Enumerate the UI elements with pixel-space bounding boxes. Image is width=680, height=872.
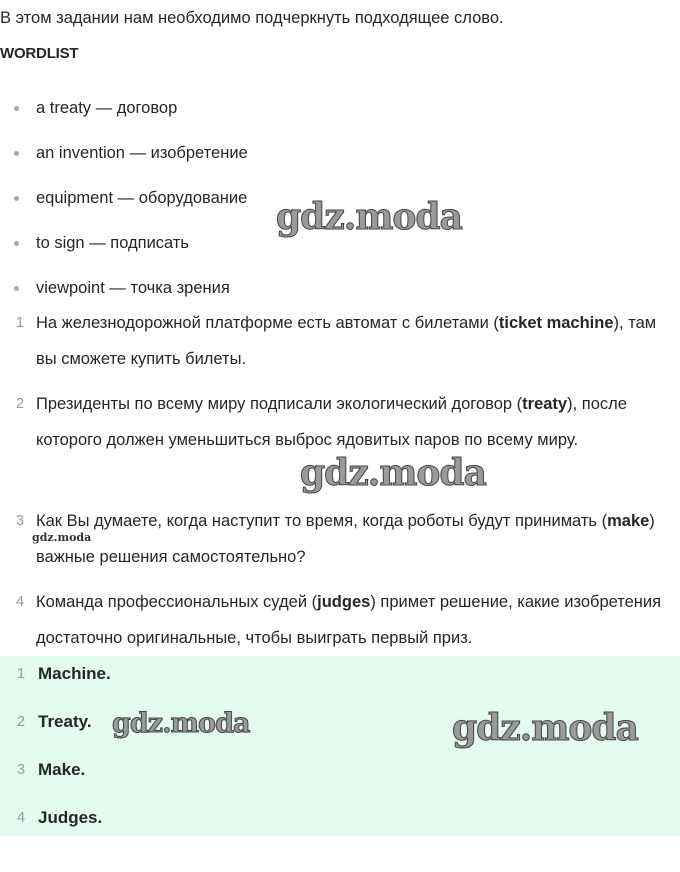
answer-word: treaty	[522, 395, 568, 413]
answer-word: ticket machine	[498, 314, 614, 332]
sentence-text: На железнодорожной платформе есть автомат с билетами (	[36, 314, 499, 332]
answer-text: Judges.	[38, 808, 103, 827]
watermark: gdz.moda	[276, 196, 462, 238]
answer-number: 1	[17, 666, 26, 682]
sentence-number: 3	[16, 513, 25, 529]
wordlist-item-text: to sign — подписать	[36, 234, 190, 252]
sentence-item	[0, 305, 680, 377]
sentence-text: Президенты по всему миру подписали экологический договор (	[36, 395, 523, 413]
sentence-number: 4	[16, 594, 25, 610]
answer-text: Machine.	[38, 664, 111, 683]
watermark: gdz.moda	[452, 707, 638, 749]
sentence-text: Как Вы думаете, когда наступит то время, когда роботы будут принимать (	[36, 512, 608, 530]
sentence-text: ) примет решение, какие изобретения достаточно оригинальные, чтобы выиграть первый приз.	[36, 593, 662, 647]
sentence-text: Команда профессиональных судей (	[36, 593, 318, 611]
answer-number: 3	[17, 762, 26, 778]
bullet-icon	[14, 106, 19, 111]
answer-number: 4	[17, 810, 26, 826]
sentence-text: ) важные решения самостоятельно?	[36, 512, 655, 566]
sentence-text: ), там вы сможете купить билеты.	[36, 314, 657, 368]
bullet-icon	[14, 286, 19, 291]
wordlist-heading: WORDLIST	[0, 45, 79, 62]
bullet-icon	[14, 241, 19, 246]
answer-number: 2	[17, 714, 26, 730]
intro-text: В этом задании нам необходимо подчеркнуть подходящее слово.	[0, 9, 504, 27]
sentence-item	[0, 386, 680, 458]
answer-word: make	[607, 512, 650, 530]
sentence-item	[0, 584, 680, 656]
bullet-icon	[14, 151, 19, 156]
sentence-text: ), после которого должен уменьшиться выброс ядовитых паров по всему миру.	[36, 395, 627, 449]
watermark: gdz.moda	[112, 708, 250, 739]
watermark: gdz.moda	[32, 531, 92, 544]
watermark: gdz.moda	[300, 452, 486, 494]
wordlist-item-text: a treaty — договор	[36, 99, 178, 117]
sentence-item	[0, 503, 680, 575]
answer-text: Treaty.	[38, 712, 92, 731]
answer-word: judges	[317, 593, 371, 611]
wordlist-item-text: equipment — оборудование	[36, 189, 248, 207]
sentence-number: 1	[16, 315, 25, 331]
sentence-number: 2	[16, 396, 25, 412]
answer-text: Make.	[38, 760, 86, 779]
wordlist-item-text: an invention — изобретение	[36, 144, 248, 162]
wordlist-item-text: viewpoint — точка зрения	[36, 279, 230, 297]
bullet-icon	[14, 196, 19, 201]
